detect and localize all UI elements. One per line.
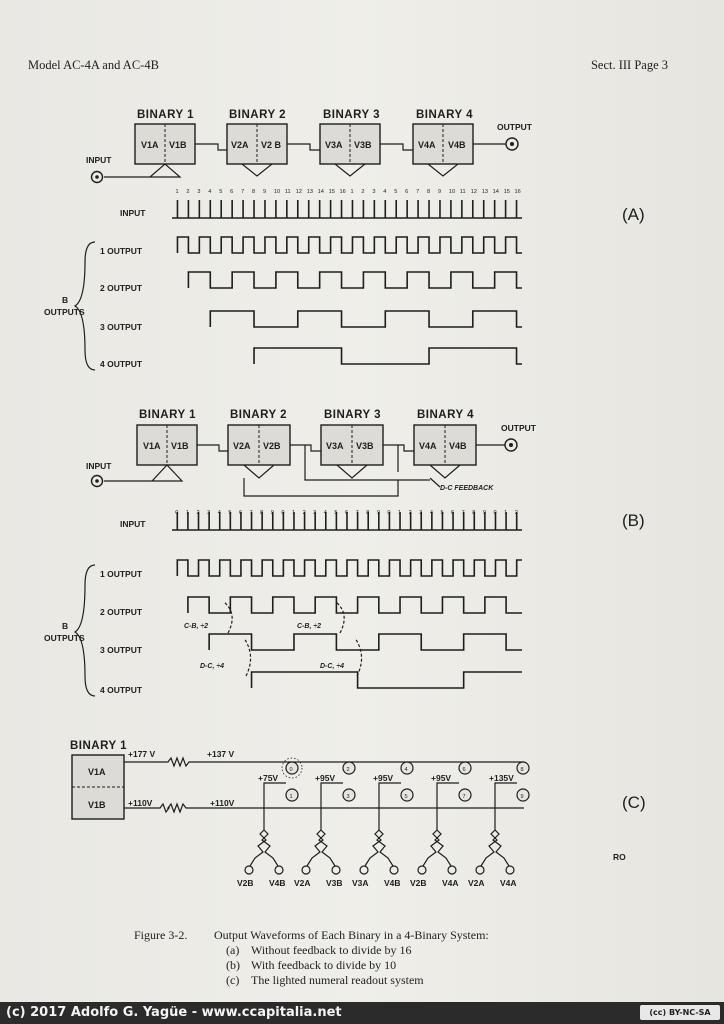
tick-label: 12 [295,189,303,195]
voltage-label: +177 V [128,749,156,759]
voltage-label: +110V [210,798,235,808]
tick-label: 7 [249,510,253,516]
tick-label: 8 [366,510,370,516]
brace-label-outputs: OUTPUTS [44,307,85,317]
readout-lamps [237,758,529,888]
waveform-a-4 [254,348,522,364]
row-output-2-label: 2 OUTPUT [100,283,143,293]
terminal-icon [448,866,456,874]
tick-label: 9 [437,189,442,195]
tick-label: 13 [306,189,313,195]
output-label: OUTPUT [501,423,536,433]
lamp-voltage: +75V [258,773,279,783]
caption-item-text: With feedback to divide by 10 [251,958,397,972]
waveform-a-1 [177,237,522,253]
input-pulse-train-a [172,200,522,218]
tick-label: 15 [328,189,335,195]
lamp-digit: 3 [346,794,350,800]
tick-label: 12 [470,189,478,195]
terminal-icon [476,866,484,874]
tick-label: 1 [350,189,354,195]
lamp-digit: 1 [289,794,293,800]
tick-label: 5 [219,189,223,195]
tick-label: 10 [448,189,456,195]
tick-label: 3 [419,510,423,516]
tick-label: 4 [208,189,212,195]
binary-2-title: BINARY 2 [229,109,287,121]
tick-label: 2 [514,510,518,516]
caption-item-key: (c) [226,973,240,987]
tick-label: 6 [230,189,234,195]
binary-3-title: BINARY 3 [323,109,381,121]
tube-label: V4A [419,441,437,451]
tick-label: 2 [361,189,365,195]
tick-label: 9 [376,510,380,516]
tube-label: V3A [325,140,343,150]
caption-item-key: (a) [226,943,240,957]
tube-label: V3B [354,140,372,150]
tick-label: 11 [459,189,466,195]
tube-label: V1B [171,441,189,451]
readout-binary-title: BINARY 1 [70,740,128,752]
caption-item [134,973,489,988]
voltage-label: +137 V [207,749,235,759]
tube-label: V3B [356,441,374,451]
tick-label: 13 [481,189,488,195]
tick-label: 9 [270,510,274,516]
lamp-digit: 5 [404,794,408,800]
row-output-3-label: 3 OUTPUT [100,322,143,332]
lamp-voltage: +95V [315,773,336,783]
input-label: INPUT [86,461,112,471]
lamp-voltage: +95V [373,773,394,783]
tick-label: 8 [427,189,431,195]
row-output-3-label: 3 OUTPUT [100,645,143,655]
terminal-icon [275,866,283,874]
section-b-letter: (B) [622,511,645,530]
tick-label: 1 [185,510,190,516]
ro-label: RO [613,852,626,862]
tick-label: 2 [196,510,200,516]
row-output-1-label: 1 OUTPUT [100,246,143,256]
tube-label: V1B [88,800,106,810]
tick-label: 8 [252,189,256,195]
tick-label: 4 [217,510,221,516]
terminal-label: V2A [294,878,311,888]
annotation-dc-div4: D-C, ÷4 [200,663,225,670]
row-output-2-label: 2 OUTPUT [100,607,143,617]
section-a-letter: (A) [622,205,645,224]
binary-4-title: BINARY 4 [416,109,474,121]
tick-label: 14 [317,189,324,195]
tick-label: 4 [429,510,433,516]
terminal-icon [332,866,340,874]
binary-1-title: BINARY 1 [137,109,195,121]
feedback-label: D-C FEEDBACK [440,485,494,492]
tick-label: 0 [175,510,179,516]
terminal-label: V2B [237,878,254,888]
caption-item-key: (b) [226,958,240,972]
tube-label: V4A [418,140,436,150]
waveform-b-2 [188,597,522,613]
outputs-brace [75,242,95,370]
caption-item-text: Without feedback to divide by 16 [251,943,412,957]
terminal-label: V4B [384,878,401,888]
section-a [44,109,645,370]
lamp-digit: 8 [520,767,524,773]
binary-1-title: BINARY 1 [139,409,197,421]
input-pulse-train-b [172,512,522,530]
header-model: Model AC-4A and AC-4B [28,58,159,72]
waveform-b-3 [209,634,522,650]
lamp-voltage: +95V [431,773,452,783]
terminal-label: V4A [500,878,517,888]
terminal-label: V3B [326,878,343,888]
tick-label: 0 [493,510,497,516]
tick-label: 11 [284,189,291,195]
tube-label: V1A [143,441,161,451]
voltage-label: +110V [128,798,153,808]
tick-label: 9 [482,510,487,516]
tick-label: 4 [383,189,387,195]
waveform-b-1 [177,560,522,576]
binary-3-title: BINARY 3 [324,409,382,421]
lamp-digit: 9 [520,794,524,800]
lamp-digit: 0 [289,767,293,773]
figure-caption [134,928,489,988]
tube-label: V2 B [261,140,282,150]
tick-label: 3 [372,189,376,195]
tick-label: 5 [394,189,398,195]
tube-label: V4B [448,140,466,150]
tube-label: V1A [88,767,106,777]
tick-label: 16 [339,189,346,195]
tick-label: 4 [323,510,327,516]
tick-label: 2 [302,510,306,516]
row-output-4-label: 4 OUTPUT [100,685,143,695]
binary-2-title: BINARY 2 [230,409,288,421]
cc-license-badge: (cc) BY-NC-SA [640,1005,720,1020]
terminal-icon [418,866,426,874]
terminal-icon [506,866,514,874]
waveform-a-3 [210,311,522,327]
tick-label: 1 [175,189,179,195]
terminal-label: V4B [269,878,286,888]
tick-label: 6 [238,510,243,516]
tick-label: 3 [313,510,317,516]
tube-label: V2A [231,140,249,150]
tick-label: 7 [461,510,465,516]
tube-label: V1B [169,140,187,150]
lamp-voltage: +135V [489,773,514,783]
tube-label: V3A [326,441,344,451]
tick-label: 2 [186,189,190,195]
tick-label: 1 [504,510,508,516]
tick-label: 5 [228,510,232,516]
tick-label: 0 [387,510,391,516]
section-b [44,409,645,696]
lamp-digit: 7 [462,794,466,800]
terminal-label: V4A [442,878,459,888]
tick-label: 7 [416,189,420,195]
tick-label: 1 [291,510,296,516]
input-label: INPUT [86,155,112,165]
lamp-digit: 2 [346,767,350,773]
section-c [70,740,646,888]
row-output-4-label: 4 OUTPUT [100,359,143,369]
caption-item [134,943,489,958]
section-c-letter: (C) [622,793,646,812]
tick-label: 8 [472,510,476,516]
header-page: Sect. III Page 3 [590,58,668,72]
tick-label: 3 [207,510,211,516]
output-label: OUTPUT [497,122,532,132]
tube-label: V2B [263,441,281,451]
annotation-cb-div2: C-B, ÷2 [184,623,209,630]
outputs-brace [75,565,95,696]
tick-label: 5 [334,510,338,516]
tick-label: 1 [398,510,402,516]
row-output-1-label: 1 OUTPUT [100,569,143,579]
caption-number: Figure 3-2. [134,928,188,942]
input-tick-labels-a [175,189,520,195]
tube-label: V4B [449,441,467,451]
tick-label: 10 [273,189,281,195]
tick-label: 5 [440,510,444,516]
tick-label: 15 [503,189,510,195]
lamp-digit: 6 [462,767,466,773]
tick-label: 9 [262,189,267,195]
tick-label: 7 [241,189,245,195]
terminal-label: V2B [410,878,427,888]
caption-item [134,958,489,973]
terminal-label: V3A [352,878,369,888]
annotation-dc-div4: D-C, ÷4 [320,663,345,670]
terminal-icon [390,866,398,874]
tick-label: 6 [345,510,349,516]
annotation-cb-div2: C-B, ÷2 [297,623,322,630]
tube-label: V2A [233,441,251,451]
tick-label: 14 [492,189,499,195]
tick-label: 2 [408,510,412,516]
tube-label: V1A [141,140,159,150]
caption-text: Output Waveforms of Each Binary in a 4-Binary System: [214,928,489,942]
binary-4-title: BINARY 4 [417,409,475,421]
terminal-label: V2A [468,878,485,888]
tick-label: 6 [451,510,455,516]
tick-label: 0 [281,510,285,516]
tick-label: 7 [355,510,359,516]
row-input-label: INPUT [120,208,146,218]
tick-label: 6 [405,189,409,195]
waveform-a-2 [188,272,522,288]
brace-label-b: B [62,295,69,305]
waveform-b-4 [252,672,522,688]
terminal-icon [302,866,310,874]
caption-item-text: The lighted numeral readout system [251,973,424,987]
brace-label-outputs: OUTPUTS [44,633,85,643]
terminal-icon [360,866,368,874]
lamp-digit: 4 [404,767,408,773]
brace-label-b: B [62,621,69,631]
watermark-footer [0,1002,724,1024]
tick-label: 16 [514,189,521,195]
row-input-label: INPUT [120,519,146,529]
tick-label: 8 [260,510,264,516]
tick-label: 3 [197,189,201,195]
terminal-icon [245,866,253,874]
copyright-text: (c) 2017 Adolfo G. Yagüe - www.ccapitalia.net [6,1005,342,1020]
